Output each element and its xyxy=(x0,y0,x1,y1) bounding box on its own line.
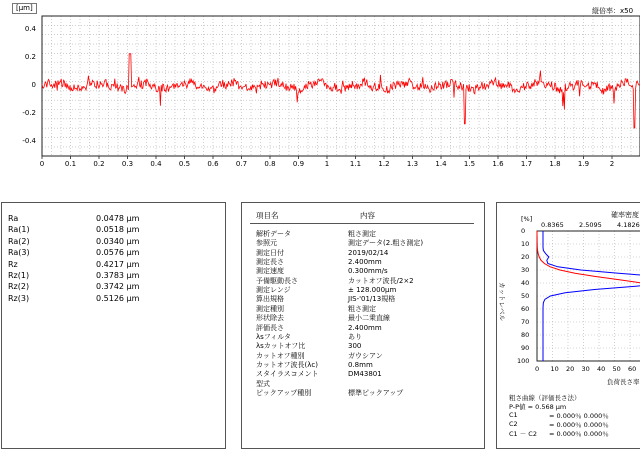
condition-row xyxy=(242,389,482,398)
bearing-row-value: = 0.000％ 0.000％ xyxy=(549,430,609,438)
bearing-x-tick: 20 xyxy=(566,365,575,373)
condition-row xyxy=(242,286,482,295)
bearing-y-tick: 40 xyxy=(521,279,530,287)
profile-x-tick: 0.7 xyxy=(235,160,248,168)
condition-row xyxy=(242,370,482,379)
condition-value: 2.400mm xyxy=(348,258,382,267)
bearing-row-label: C2 xyxy=(509,420,518,428)
bearing-x-tick: 50 xyxy=(612,365,621,373)
profile-y-tick: 0 xyxy=(31,81,36,89)
profile-y-tick: -0.4 xyxy=(22,137,36,145)
profile-x-tick: 0.8 xyxy=(264,160,276,168)
profile-x-tick: 2 xyxy=(609,160,615,168)
bearing-y-label: カットレベル xyxy=(497,282,506,321)
condition-row xyxy=(242,342,482,351)
condition-value: 0.300mm/s xyxy=(348,267,388,276)
profile-y-tick: 0.2 xyxy=(24,53,36,61)
condition-item: λsカットオフ比 xyxy=(256,342,306,351)
condition-row xyxy=(242,333,482,342)
condition-row xyxy=(242,258,482,267)
condition-row xyxy=(242,295,482,304)
condition-item: 評価長さ xyxy=(256,323,284,332)
condition-value: カットオフ波長/2×2 xyxy=(348,276,414,285)
bearing-y-tick: 50 xyxy=(521,292,530,300)
condition-row xyxy=(242,380,482,389)
result-row xyxy=(2,214,222,225)
profile-x-tick: 1.7 xyxy=(520,160,533,168)
condition-row xyxy=(242,361,482,370)
density-title: 確率密度 xyxy=(611,211,639,219)
bearing-x-tick: 40 xyxy=(597,365,606,373)
condition-row xyxy=(242,230,482,239)
bearing-y-tick: 100 xyxy=(517,357,530,365)
profile-x-tick: 1.2 xyxy=(378,160,390,168)
results-panel xyxy=(1,202,226,449)
condition-value: ガウシアン xyxy=(348,351,383,360)
condition-item: 型式 xyxy=(256,379,270,388)
density-top-tick: 0.8365 xyxy=(541,221,564,229)
result-row xyxy=(2,225,222,236)
header-content: 内容 xyxy=(360,211,375,220)
condition-item: 測定レンジ xyxy=(256,286,291,295)
bearing-unit: [%] xyxy=(521,215,533,223)
bearing-row-value: = 0.000％ 0.000％ xyxy=(549,421,609,429)
condition-item: カットオフ波長(λc) xyxy=(256,360,318,369)
profile-x-tick: 1.5 xyxy=(463,160,476,168)
bearing-plot xyxy=(497,203,640,378)
result-name: Ra(1) xyxy=(8,225,30,235)
result-name: Rz(2) xyxy=(8,282,30,292)
condition-value: JIS-'01/13規格 xyxy=(348,295,396,304)
condition-value: 0.8mm xyxy=(348,360,373,369)
condition-value: 粗さ測定 xyxy=(348,304,376,313)
result-name: Ra xyxy=(8,214,19,223)
bearing-y-tick: 90 xyxy=(521,344,530,352)
profile-x-tick: 1.6 xyxy=(492,160,504,168)
condition-item: λsフィルタ xyxy=(256,332,291,341)
bearing-y-tick: 70 xyxy=(521,318,530,326)
profile-x-tick: 0.3 xyxy=(121,160,134,168)
condition-item: 測定長さ xyxy=(256,258,284,267)
condition-row xyxy=(242,239,482,248)
bearing-row-value: = 0.000％ 0.000％ xyxy=(549,412,609,420)
condition-row xyxy=(242,305,482,314)
bearing-y-tick: 30 xyxy=(521,266,530,274)
result-row xyxy=(2,260,222,271)
condition-value: 2.400mm xyxy=(348,323,382,332)
condition-item: 解析データ xyxy=(256,230,291,238)
profile-x-tick: 1.8 xyxy=(549,160,561,168)
condition-item: 参照元 xyxy=(256,239,277,248)
condition-value: 2019/02/14 xyxy=(348,248,389,257)
profile-x-tick: 1.1 xyxy=(349,160,362,168)
condition-item: カットオフ種別 xyxy=(256,351,305,360)
condition-item: ピックアップ種別 xyxy=(256,388,312,397)
result-row xyxy=(2,282,222,293)
condition-value: 粗さ測定 xyxy=(348,230,376,238)
result-value: 0.5126 μm xyxy=(96,293,140,303)
vertical-scale-label: 縦倍率：x50 xyxy=(592,7,634,15)
bearing-x-tick: 30 xyxy=(581,365,590,373)
result-name: Rz(3) xyxy=(8,293,30,303)
profile-x-tick: 1.9 xyxy=(577,160,590,168)
header-item: 項目名 xyxy=(256,211,279,220)
profile-x-tick: 0.2 xyxy=(93,160,105,168)
condition-value: 測定データ(2.粗さ測定) xyxy=(348,239,424,248)
result-row xyxy=(2,271,222,282)
profile-plot xyxy=(0,0,640,180)
condition-item: 算出規格 xyxy=(256,295,284,304)
profile-x-tick: 0.5 xyxy=(178,160,191,168)
result-row xyxy=(2,237,222,248)
condition-value: 最小二乗直線 xyxy=(348,314,390,323)
condition-row xyxy=(242,324,482,333)
condition-item: 測定日付 xyxy=(256,248,284,257)
condition-row xyxy=(242,352,482,361)
bearing-row-label: C1 － C2 xyxy=(509,430,537,438)
profile-y-tick: -0.2 xyxy=(22,109,36,117)
bearing-y-tick: 60 xyxy=(521,305,530,313)
condition-row xyxy=(242,314,482,323)
result-value: 0.3742 μm xyxy=(96,282,140,292)
profile-y-tick: 0.4 xyxy=(24,25,36,33)
condition-value: 300 xyxy=(348,342,362,351)
profile-x-tick: 1.4 xyxy=(435,160,447,168)
bearing-x-label: 負荷長さ率 xyxy=(607,378,640,386)
result-value: 0.3783 μm xyxy=(96,271,140,280)
result-row xyxy=(2,294,222,305)
profile-x-tick: 1.3 xyxy=(406,160,419,168)
profile-x-tick: 0.9 xyxy=(292,160,305,168)
bearing-y-tick: 80 xyxy=(521,331,530,339)
bearing-section-title: 粗さ曲線（評価長さ法） xyxy=(509,394,581,402)
profile-x-tick: 0.4 xyxy=(150,160,162,168)
profile-x-tick: 0 xyxy=(39,160,45,168)
bearing-row-label: P-P値 = 0.568 μm xyxy=(509,403,567,411)
profile-unit: [μm] xyxy=(12,3,37,14)
result-value: 0.0518 μm xyxy=(96,225,140,235)
condition-item: スタイラスコメント xyxy=(256,370,319,379)
condition-item: 測定速度 xyxy=(256,267,284,276)
header-divider xyxy=(250,223,474,224)
condition-value: 標準ピックアップ xyxy=(348,388,404,397)
profile-x-tick: 0.6 xyxy=(207,160,219,168)
bearing-x-tick: 60 xyxy=(628,365,637,373)
bearing-y-tick: 10 xyxy=(521,240,530,248)
bearing-x-tick: 0 xyxy=(535,365,540,373)
result-name: Ra(3) xyxy=(8,248,30,258)
bearing-row-label: C1 xyxy=(509,411,518,419)
condition-value: あり xyxy=(348,332,362,341)
result-name: Rz xyxy=(8,259,18,269)
conditions-panel xyxy=(241,202,485,449)
bearing-y-tick: 20 xyxy=(521,253,530,261)
density-top-tick: 2.5095 xyxy=(579,221,602,229)
bearing-y-tick: 0 xyxy=(521,227,526,235)
result-name: Ra(2) xyxy=(8,236,30,246)
condition-row xyxy=(242,267,482,276)
bearing-panel xyxy=(496,202,640,449)
density-top-tick: 4.1826 xyxy=(617,221,640,229)
profile-x-tick: 0.1 xyxy=(64,160,77,168)
condition-value: DM43801 xyxy=(348,370,382,379)
result-value: 0.0340 μm xyxy=(96,236,140,246)
result-value: 0.0576 μm xyxy=(96,248,140,258)
profile-panel xyxy=(0,0,640,195)
condition-item: 形状除去 xyxy=(256,314,284,323)
result-row xyxy=(2,248,222,259)
result-value: 0.4217 μm xyxy=(96,259,140,269)
condition-item: 測定種別 xyxy=(256,304,284,313)
condition-item: 予備駆動長さ xyxy=(256,276,298,285)
bearing-x-tick: 10 xyxy=(550,365,559,373)
condition-row xyxy=(242,249,482,258)
result-name: Rz(1) xyxy=(8,271,30,280)
condition-value: ± 128.000μm xyxy=(348,286,397,295)
profile-x-tick: 1 xyxy=(324,160,330,168)
result-value: 0.0478 μm xyxy=(96,214,140,223)
condition-row xyxy=(242,277,482,286)
